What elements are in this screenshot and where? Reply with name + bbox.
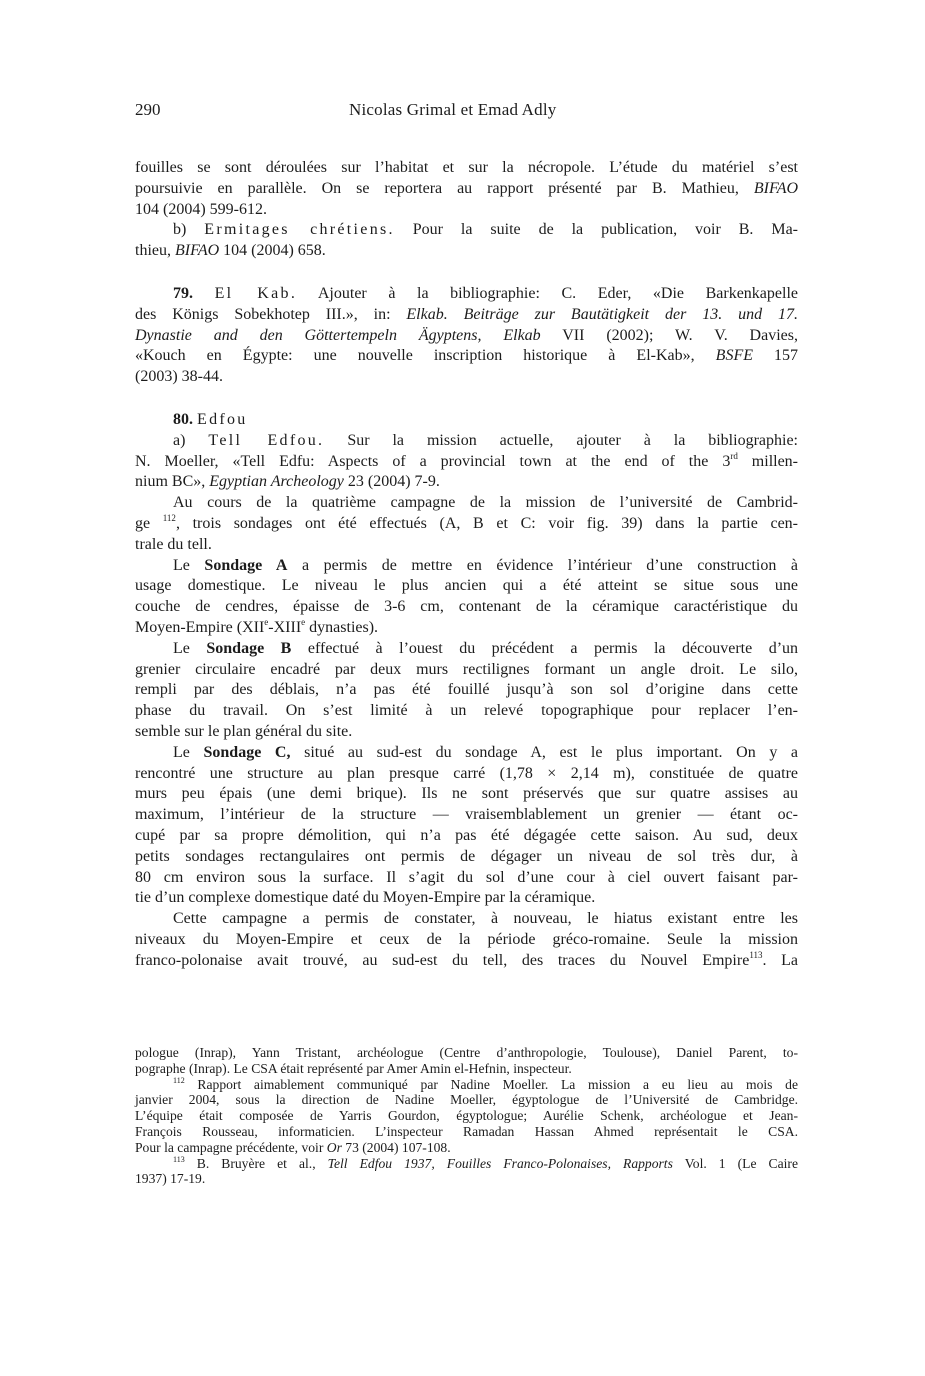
footnote-line: pographe (Inrap). Le CSA était représenté par Amer Amin el-Hefnin, inspecteur.: [135, 1060, 572, 1076]
text-line: [135, 556, 798, 577]
footnote-line: [135, 1077, 798, 1093]
text-run: 23 (2004) 7-9.: [347, 473, 440, 491]
running-header: [135, 100, 798, 126]
text-run: , trois sondages ont été effectués (A, B et C: voir fig. 39) dans la partie cen-: [175, 514, 798, 532]
text-line: phase du travail. On s’est limité à un relevé topographique pour replacer l’en-: [135, 702, 798, 720]
running-title: Nicolas Grimal et Emad Adly: [349, 100, 557, 119]
text-run: effectué à l’ouest du précédent a permis la découverte d’un: [307, 639, 799, 657]
text-run: -XIII: [268, 618, 302, 636]
journal-title: Or: [326, 1139, 342, 1155]
text-run: «Kouch en Égypte: une nouvelle inscription historique à El-Kab»,: [135, 347, 695, 365]
section-number: 80.: [173, 410, 193, 428]
text-line: cupé par sa propre démolition, qui n’a pas été dégagée cette saison. Au sud, deux: [135, 826, 798, 844]
text-line: [135, 639, 798, 660]
text-run: Le: [173, 743, 190, 761]
text-line: [135, 241, 798, 262]
item-label: b): [173, 221, 187, 239]
text-line: [135, 951, 798, 972]
spacer: [135, 388, 798, 410]
text-run: thieu,: [135, 242, 171, 260]
book-title: Elkab. Beiträge zur Bautätigkeit der 13. und 17.: [406, 305, 798, 323]
text-run: Vol. 1 (Le Caire: [684, 1155, 798, 1171]
text-line: 104 (2004) 599-612.: [135, 200, 267, 218]
text-line: petits sondages rectangulaires ont permis de dégager un niveau de sol très dur, à: [135, 847, 798, 865]
text-line: [135, 472, 798, 493]
superscript: rd: [730, 450, 738, 461]
item-label: a): [173, 431, 186, 449]
site-name: Edfou: [197, 410, 248, 428]
text-run: poursuivie en parallèle. On se reportera au rapport présenté par B. Mathieu,: [135, 179, 739, 197]
text-line: Cette campagne a permis de constater, à nouveau, le hiatus existant entre les: [173, 910, 798, 928]
text-run: millen-: [751, 452, 799, 470]
text-line: Au cours de la quatrième campagne de la mission de l’université de Cambrid-: [173, 494, 798, 512]
text-line: [135, 220, 798, 241]
text-line: usage domestique. Le niveau le plus ancien qui a été atteint se situe sous une: [135, 577, 798, 595]
text-run: ge: [135, 514, 151, 532]
book-title: Dynastie and den Göttertempeln Ägyptens, Elkab: [135, 326, 541, 344]
text-run: Le: [173, 556, 190, 574]
text-line: [135, 514, 798, 535]
text-line: [135, 326, 798, 347]
text-line: [135, 346, 798, 367]
paragraph: [135, 158, 798, 220]
text-run: Sur la mission actuelle, ajouter à la bibliographie:: [347, 431, 798, 449]
section-number: 79.: [173, 284, 193, 302]
text-run: situé au sud-est du sondage A, est le plus important. On y a: [304, 743, 799, 761]
text-line: tie d’un complexe domestique daté du Moyen-Empire par la céramique.: [135, 889, 596, 907]
footnote-ref: 113: [749, 949, 763, 960]
text-line: fouilles se sont déroulées sur l’habitat et sur la nécropole. L’étude du matériel s’est: [135, 159, 798, 176]
text-run: Ajouter à la bibliographie: C. Eder, «Die Barkenkapelle: [317, 284, 799, 302]
footnote-line: L’équipe était composée de Yarris Gourdon, égyptologue; Aurélie Schenk, archéologue et Jean-: [135, 1108, 798, 1124]
superscript: e: [264, 616, 269, 627]
footnote-line: [135, 1140, 798, 1156]
text-line: [135, 743, 798, 764]
text-run: 157: [774, 347, 799, 365]
text-line: grenier circulaire encadré par deux murs rectilignes formant un angle droit. Le silo,: [135, 660, 798, 678]
journal-title: BIFAO: [175, 242, 220, 260]
text-line: couche de cendres, épaisse de 3-6 cm, contenant de la céramique caractéristique du: [135, 598, 798, 616]
superscript: e: [301, 616, 306, 627]
sondage-label: Sondage C,: [203, 743, 291, 761]
text-run: VII (2002); W. V. Davies,: [562, 326, 798, 344]
footnote-line: [135, 1156, 798, 1172]
text-run: nium BC»,: [135, 473, 206, 491]
text-line: niveaux du Moyen-Empire et ceux de la période gréco-romaine. Seule la mission: [135, 930, 798, 948]
text-line: rempli par des déblais, n’a pas été fouillé jusqu’à son sol d’origine dans cette: [135, 681, 798, 699]
footnote-line: pologue (Inrap), Yann Tristant, archéologue (Centre d’anthropologie, Toulouse), Daniel Parent, to-: [135, 1045, 798, 1060]
spacer: [135, 262, 798, 284]
text-run: N. Moeller, «Tell Edfu: Aspects of a provincial town at the end of the 3: [135, 452, 731, 470]
text-line: [135, 452, 798, 473]
footnote-ref: 112: [162, 512, 176, 523]
text-line: trale du tell.: [135, 535, 212, 553]
sondage-label: Sondage B: [206, 639, 292, 657]
text-run: a permis de mettre en évidence l’intérieur d’une construction à: [301, 556, 799, 574]
page-number: 290: [135, 100, 161, 119]
text-line: [135, 179, 798, 200]
text-run: 104 (2004) 658.: [223, 242, 326, 260]
text-run: Pour la suite de la publication, voir B. Ma-: [412, 221, 798, 239]
text-run: Le: [173, 639, 190, 657]
footnote-line: janvier 2004, sous la direction de Nadine Moeller, égyptologue de l’Université de Cambridge.: [135, 1092, 798, 1108]
section-heading: [135, 410, 798, 431]
footnote-line: François Rousseau, informaticien. L’inspecteur Ramadan Hassan Ahmed représentait le CSA.: [135, 1123, 798, 1139]
journal-title: BIFAO: [753, 179, 799, 197]
site-name: El Kab.: [214, 284, 298, 302]
text-run: Rapport aimablement communiqué par Nadine Moeller. La mission a eu lieu au mois de: [197, 1076, 798, 1092]
footnote-line: 1937) 17-19.: [135, 1171, 206, 1187]
site-name: Ermitages chrétiens.: [204, 221, 395, 239]
journal-title: Egyptian Archeology: [209, 473, 344, 491]
text-run: Pour la campagne précédente, voir: [135, 1139, 324, 1155]
text-line: 80 cm environ sous la surface. Il s’agit du sol d’une cour à ciel ouvert faisant par-: [135, 868, 798, 886]
text-line: rencontré une structure au plan presque carré (1,78 × 2,14 m), constituée de quatre: [135, 764, 798, 782]
text-line: [135, 284, 798, 305]
text-line: semble sur le plan général du site.: [135, 722, 353, 740]
text-line: [135, 431, 798, 452]
section-80: [135, 410, 798, 972]
text-line: [135, 618, 798, 639]
text-run: . La: [762, 951, 799, 969]
text-run: franco-polonaise avait trouvé, au sud-est du tell, des traces du Nouvel Empire: [135, 951, 750, 969]
journal-title: BSFE: [715, 347, 753, 365]
text-run: des Königs Sobekhotep III.», in:: [135, 305, 391, 323]
text-run: Moyen-Empire (XII: [135, 618, 265, 636]
paragraph: [135, 220, 798, 262]
sondage-label: Sondage A: [204, 556, 288, 574]
text-line: [135, 305, 798, 326]
site-name: Tell Edfou.: [208, 431, 325, 449]
footnote-number: 113: [173, 1154, 185, 1164]
section-79: [135, 284, 798, 388]
text-line: (2003) 38-44.: [135, 368, 223, 386]
footnotes: [135, 1045, 798, 1187]
footnote-number: 112: [173, 1075, 185, 1085]
book-title: Tell Edfou 1937, Fouilles Franco-Polonaises, Rapports: [327, 1155, 673, 1171]
text-run: B. Bruyère et al.,: [196, 1155, 316, 1171]
text-run: dynasties).: [309, 618, 379, 636]
main-text: [135, 158, 798, 971]
text-line: murs peu épais (une demi brique). Ils ne sont préservés que sur quatre assises au: [135, 785, 798, 803]
text-run: 73 (2004) 107-108.: [345, 1139, 451, 1155]
text-line: maximum, l’intérieur de la structure — vraisemblablement un grenier — étant oc-: [135, 806, 798, 824]
